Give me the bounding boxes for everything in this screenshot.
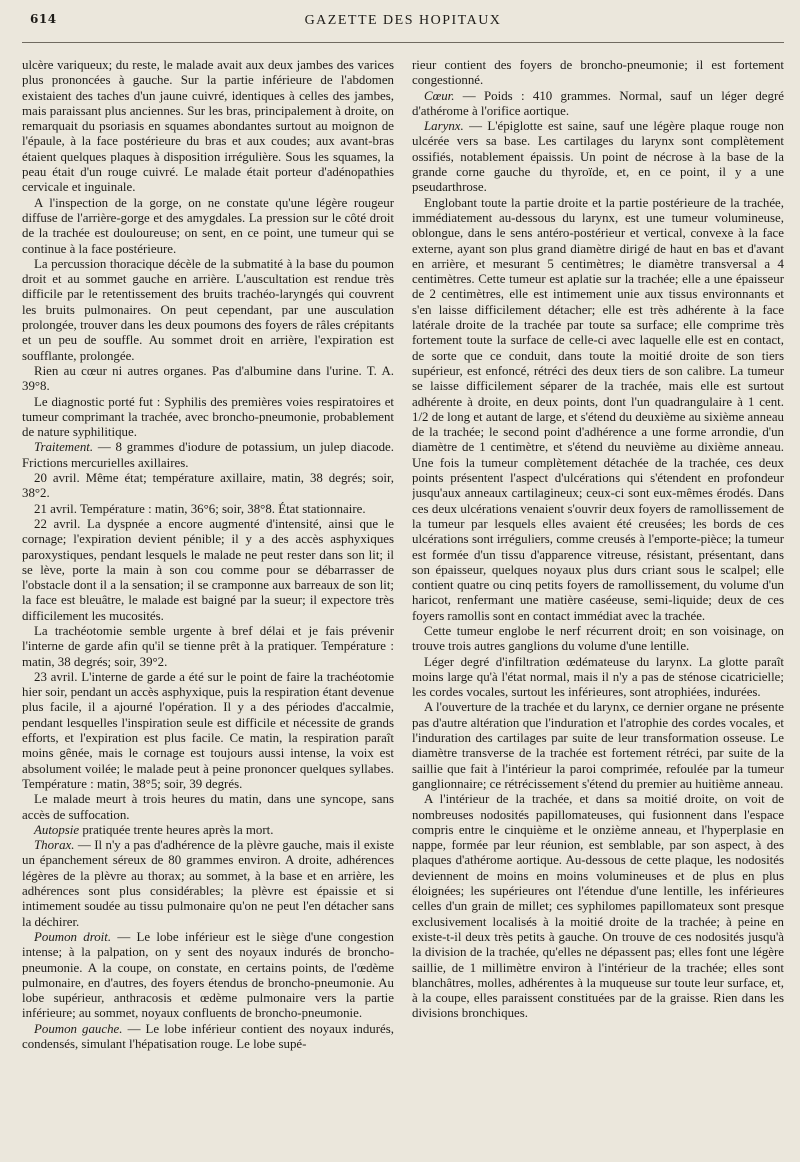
section-label: Thorax. [34,838,75,853]
paragraph-text: 23 avril. L'interne de garde a été sur le point de faire la trachéotomie hier soir, pendant un accès asphyxique, puis la respiration étant devenue plus facile, il a ajourné l'opération. Il y a des périodes d'accalmie, pendant lesquelles l'inspiration seule est difficile et nécessite de grands efforts, et l'expiration est plus facile. Ce matin, la respiration paraît moins gênée, mais le cornage est toujours aussi intense, la voix est absolument voilée; le malade peut à peine prononcer quelques syllabes. Température : matin, 38°5; soir, 39 degrés. [22,669,394,791]
section-label: Poumon gauche. [34,1021,123,1036]
paragraph-text: — Le lobe inférieur contient des noyaux indurés, condensés, simulant l'hépatisation rouge. Le lobe supé- [22,1021,394,1051]
paragraph-text: Le diagnostic porté fut : Syphilis des premières voies respiratoires et tumeur comprimant la trachée, avec broncho-pneumonie, probablement de nature syphilitique. [22,394,394,440]
paragraph [412,89,784,120]
paragraph [22,440,394,471]
journal-title: GAZETTE DES HOPITAUX [304,13,502,28]
paragraph-text: Englobant toute la partie droite et la partie postérieure de la trachée, immédiatement au-dessous du larynx, est une tumeur volumineuse, oblongue, dans le sens antéro-postérieur et vertical, convexe à la face externe, ayant son plus grand diamètre dirigé de haut en bas et d'avant en arrière, et mesurant 5 centimètres; le diamètre transversal a 4 centimètres. Cette tumeur est aplatie sur la trachée; elle a une épaisseur de 2 centimètres, elle est intimement unie aux tissus environnants et s'en laisse difficilement détacher; elle est très adhérente à la face latérale droite de la trachée par toute sa surface; elle comprime très fortement toute la surface de celle-ci avec laquelle elle est en contact, de sorte que ce conduit, dans toute la moitié droite de son tiers supérieur, est enfoncé, rétréci des deux tiers de son calibre. La tumeur se laisse difficilement séparer de la trachée, mais elle est surtout adhérente à droite, en deux points, dont l'un quadrangulaire à 1 cent. 1/2 de long et autant de large, et s'étend du deuxième au sixième anneau de la trachée; le second point d'adhérence a une forme arrondie, d'un diamètre de 1 centimètre, et s'étend du neuvième au dixième anneau. Une fois la tumeur complètement détachée de la trachée, ces deux points présentent l'aspect d'ulcérations qui s'étendent en profondeur jusqu'aux anneaux cartilagineux; ceux-ci sont eux-mêmes érodés. Dans ces deux ulcérations venaient s'ouvrir deux foyers de ramollissement de la tumeur par lesquels elles avaient été creusées; les bords de ces ulcérations sont irréguliers, comme creusés à l'emporte-pièce; la tumeur est formée d'un tissu d'apparence vitreuse, résistant, présentant, dans son épaisseur, quelques noyaux plus durs criant sous le scalpel; elle contient quatre ou cinq petits foyers de ramollissement, du volume d'un haricot, renfermant une matière caséeuse, semi-liquide; deux de ces foyers ramollis sont en contact immédiat avec la trachée. [412,195,784,623]
paragraph [412,792,784,1021]
section-label: Traitement. [34,440,94,455]
paragraph [22,517,394,624]
paragraph-text: A l'intérieur de la trachée, et dans sa moitié droite, on voit de nombreuses nodosités papillomateuses, qui fusionnent dans l'espace compris entre le cinquième et le onzième anneau, et l'hyperplasie en nappe, formée par leur réunion, est semblable, par son aspect, à des plaques d'athérome aortique. Au-dessous de cette plaque, les nodosités deviennent de moins en moins volumineuses et de plus en plus éloignées; les supérieures ont l'étendue d'une lentille, les inférieures celles d'un grain de millet; ces syphilomes papillomateux sont presque exclusivement localisés à la moitié droite de la trachée; à peine en existe-t-il deux très petits à gauche. On trouve de ces nodosités jusqu'à la division de la trachée, qu'elles ne dépassent pas; elles font une légère saillie, de 1 millimètre environ à l'intérieur de la trachée; elles sont blanchâtres, molles, adhérentes à la muqueuse sur toute leur surface, et, à la coupe, elles paraissent constituées par de la graisse. Rien dans les divisions bronchiques. [412,792,784,1021]
paragraph-text: 21 avril. Température : matin, 36°6; soir, 38°8. État stationnaire. [34,501,366,516]
paragraph [412,119,784,195]
paragraph-text: La trachéotomie semble urgente à bref délai et je fais prévenir l'interne de garde afin qu'il se tienne prêt à la pratiquer. Température : matin, 38 degrés; soir, 39°2. [22,623,394,669]
right-column [412,58,784,1150]
paragraph [22,823,394,838]
paragraph [412,624,784,655]
paragraph-text: — L'épiglotte est saine, sauf une légère plaque rouge non ulcérée vers sa base. Les cartilages du larynx sont complètement ossifiés, notablement épaissis. Un point de nécrose à la base de la grande corne gauche du thyroïde, et, en ce point, il y a une pseudarthrose. [412,119,784,195]
section-label: Cœur. [424,88,455,103]
paragraph-text: pratiquée trente heures après la mort. [79,822,274,837]
paragraph [22,838,394,930]
paragraph-text: — Poids : 410 grammes. Normal, sauf un léger degré d'athérome à l'orifice aortique. [412,88,784,118]
section-label: Poumon droit. [34,929,112,944]
paragraph [22,196,394,257]
paragraph-text: rieur contient des foyers de broncho-pneumonie; il est fortement congestionné. [412,58,784,88]
paragraph-text: — Le lobe inférieur est le siège d'une congestion intense; à la palpation, on y sent des noyaux indurés de broncho-pneumonie. A la coupe, on constate, en certains points, de l'œdème pulmonaire, en d'autres, des foyers étendus de broncho-pneumonie. Au lobe supérieur, anthracosis et œdème pulmonaire vers la partie inférieure; au sommet, noyaux confluents de broncho-pneumonie. [22,929,394,1021]
paragraph [22,257,394,364]
paragraph-text: Cette tumeur englobe le nerf récurrent droit; en son voisinage, on trouve trois autres ganglions du volume d'une lentille. [412,623,784,654]
page-header [22,0,784,43]
paragraph [22,1022,394,1053]
paragraph-text: La percussion thoracique décèle de la submatité à la base du poumon droit et au sommet gauche en arrière. L'auscultation est rendue très difficile par le retentissement des bruits trachéo-laryngés qui couvrent les bruits pulmonaires. On peut cependant, par une ausculation prolongée, trouver dans les deux poumons des foyers de râles crépitants et un peu de souffle. Au sommet droit en arrière, l'expiration est soufflante, prolongée. [22,256,394,363]
paragraph [22,930,394,1022]
paragraph [22,58,394,196]
paragraph [22,502,394,517]
left-column [22,58,394,1150]
paragraph-text: ulcère variqueux; du reste, le malade avait aux deux jambes des varices plus prononcées à gauche. Sur la partie inférieure de l'abdomen existaient des taches d'un jaune cuivré, identiques à celles des jambes, mais paraissant plus anciennes. Sur les bras, principalement à droite, on remarquait du psoriasis en squames abondantes surtout au moignon de l'épaule, à la face postérieure du bras et aux coudes; aux avant-bras étaient quelques plaques à disposition irrégulière. Sous les squames, la peau était d'un rouge cuivré. Le malade était porteur d'adénopathies cervicale et inguinale. [22,58,394,195]
paragraph [22,624,394,670]
section-label: Larynx. [424,119,464,134]
paragraph [22,670,394,792]
paragraph [412,700,784,792]
paragraph-text: 22 avril. La dyspnée a encore augmenté d'intensité, ainsi que le cornage; l'expiration devient pénible; il y a des accès asphyxiques paroxystiques, pendant lesquels le malade ne peut rester dans son lit; il se lève, porte la main à son cou comme pour se débarrasser de l'obstacle dont il a la sensation; il se cramponne aux barreaux de son lit; la face est bleuâtre, le malade est baigné par la sueur; il expectore très difficilement les mucosités. [22,516,394,623]
text-columns [22,58,784,1150]
paragraph [412,196,784,624]
paragraph [412,58,784,89]
paragraph-text: — 8 grammes d'iodure de potassium, un julep diacode. Frictions mercurielles axillaires. [22,440,394,470]
paragraph-text: — Il n'y a pas d'adhérence de la plèvre gauche, mais il existe un épanchement séreux de 80 grammes environ. A droite, adhérences légères de la plèvre au thorax; au sommet, à la base et en arrière, les adhérences sont plus considérables; la plèvre est épaissie et si intimement soudée au tissu pulmonaire qu'on ne peut l'en détacher sans la déchirer. [22,838,394,929]
section-label: Autopsie [34,822,80,837]
paragraph-text: Léger degré d'infiltration œdémateuse du larynx. La glotte paraît moins large qu'à l'état normal, mais il n'y a pas de sténose cicatricielle; les cordes vocales, surtout les inférieures, sont atrophiées, indurées. [412,654,784,700]
paragraph-text: Rien au cœur ni autres organes. Pas d'albumine dans l'urine. T. A. 39°8. [22,363,394,394]
paragraph-text: A l'inspection de la gorge, on ne constate qu'une légère rougeur diffuse de l'arrière-gorge et des amygdales. La pression sur le côté droit de la trachée est douloureuse; on sent, en ce point, une tumeur qui se continue à la face postérieure. [22,195,394,256]
paragraph [412,655,784,701]
paragraph [22,364,394,395]
paragraph-text: Le malade meurt à trois heures du matin, dans une syncope, sans accès de suffocation. [22,792,394,822]
paragraph [22,471,394,502]
page-number: 614 [30,12,57,26]
paragraph-text: 20 avril. Même état; température axillaire, matin, 38 degrés; soir, 38°2. [22,471,394,501]
paragraph-text: A l'ouverture de la trachée et du larynx, ce dernier organe ne présente pas d'autre altération que l'induration et l'atrophie des cordes vocales, et l'induration des cartilages par suite de leur transformation osseuse. Le diamètre transverse de la trachée est fortement rétréci, par suite de la saillie que fait à l'intérieur la paroi comprimée, refoulée par la tumeur ganglionnaire; ce rétrécissement s'étend du premier au huitième anneau. [412,700,784,791]
paragraph [22,395,394,441]
paragraph [22,792,394,823]
